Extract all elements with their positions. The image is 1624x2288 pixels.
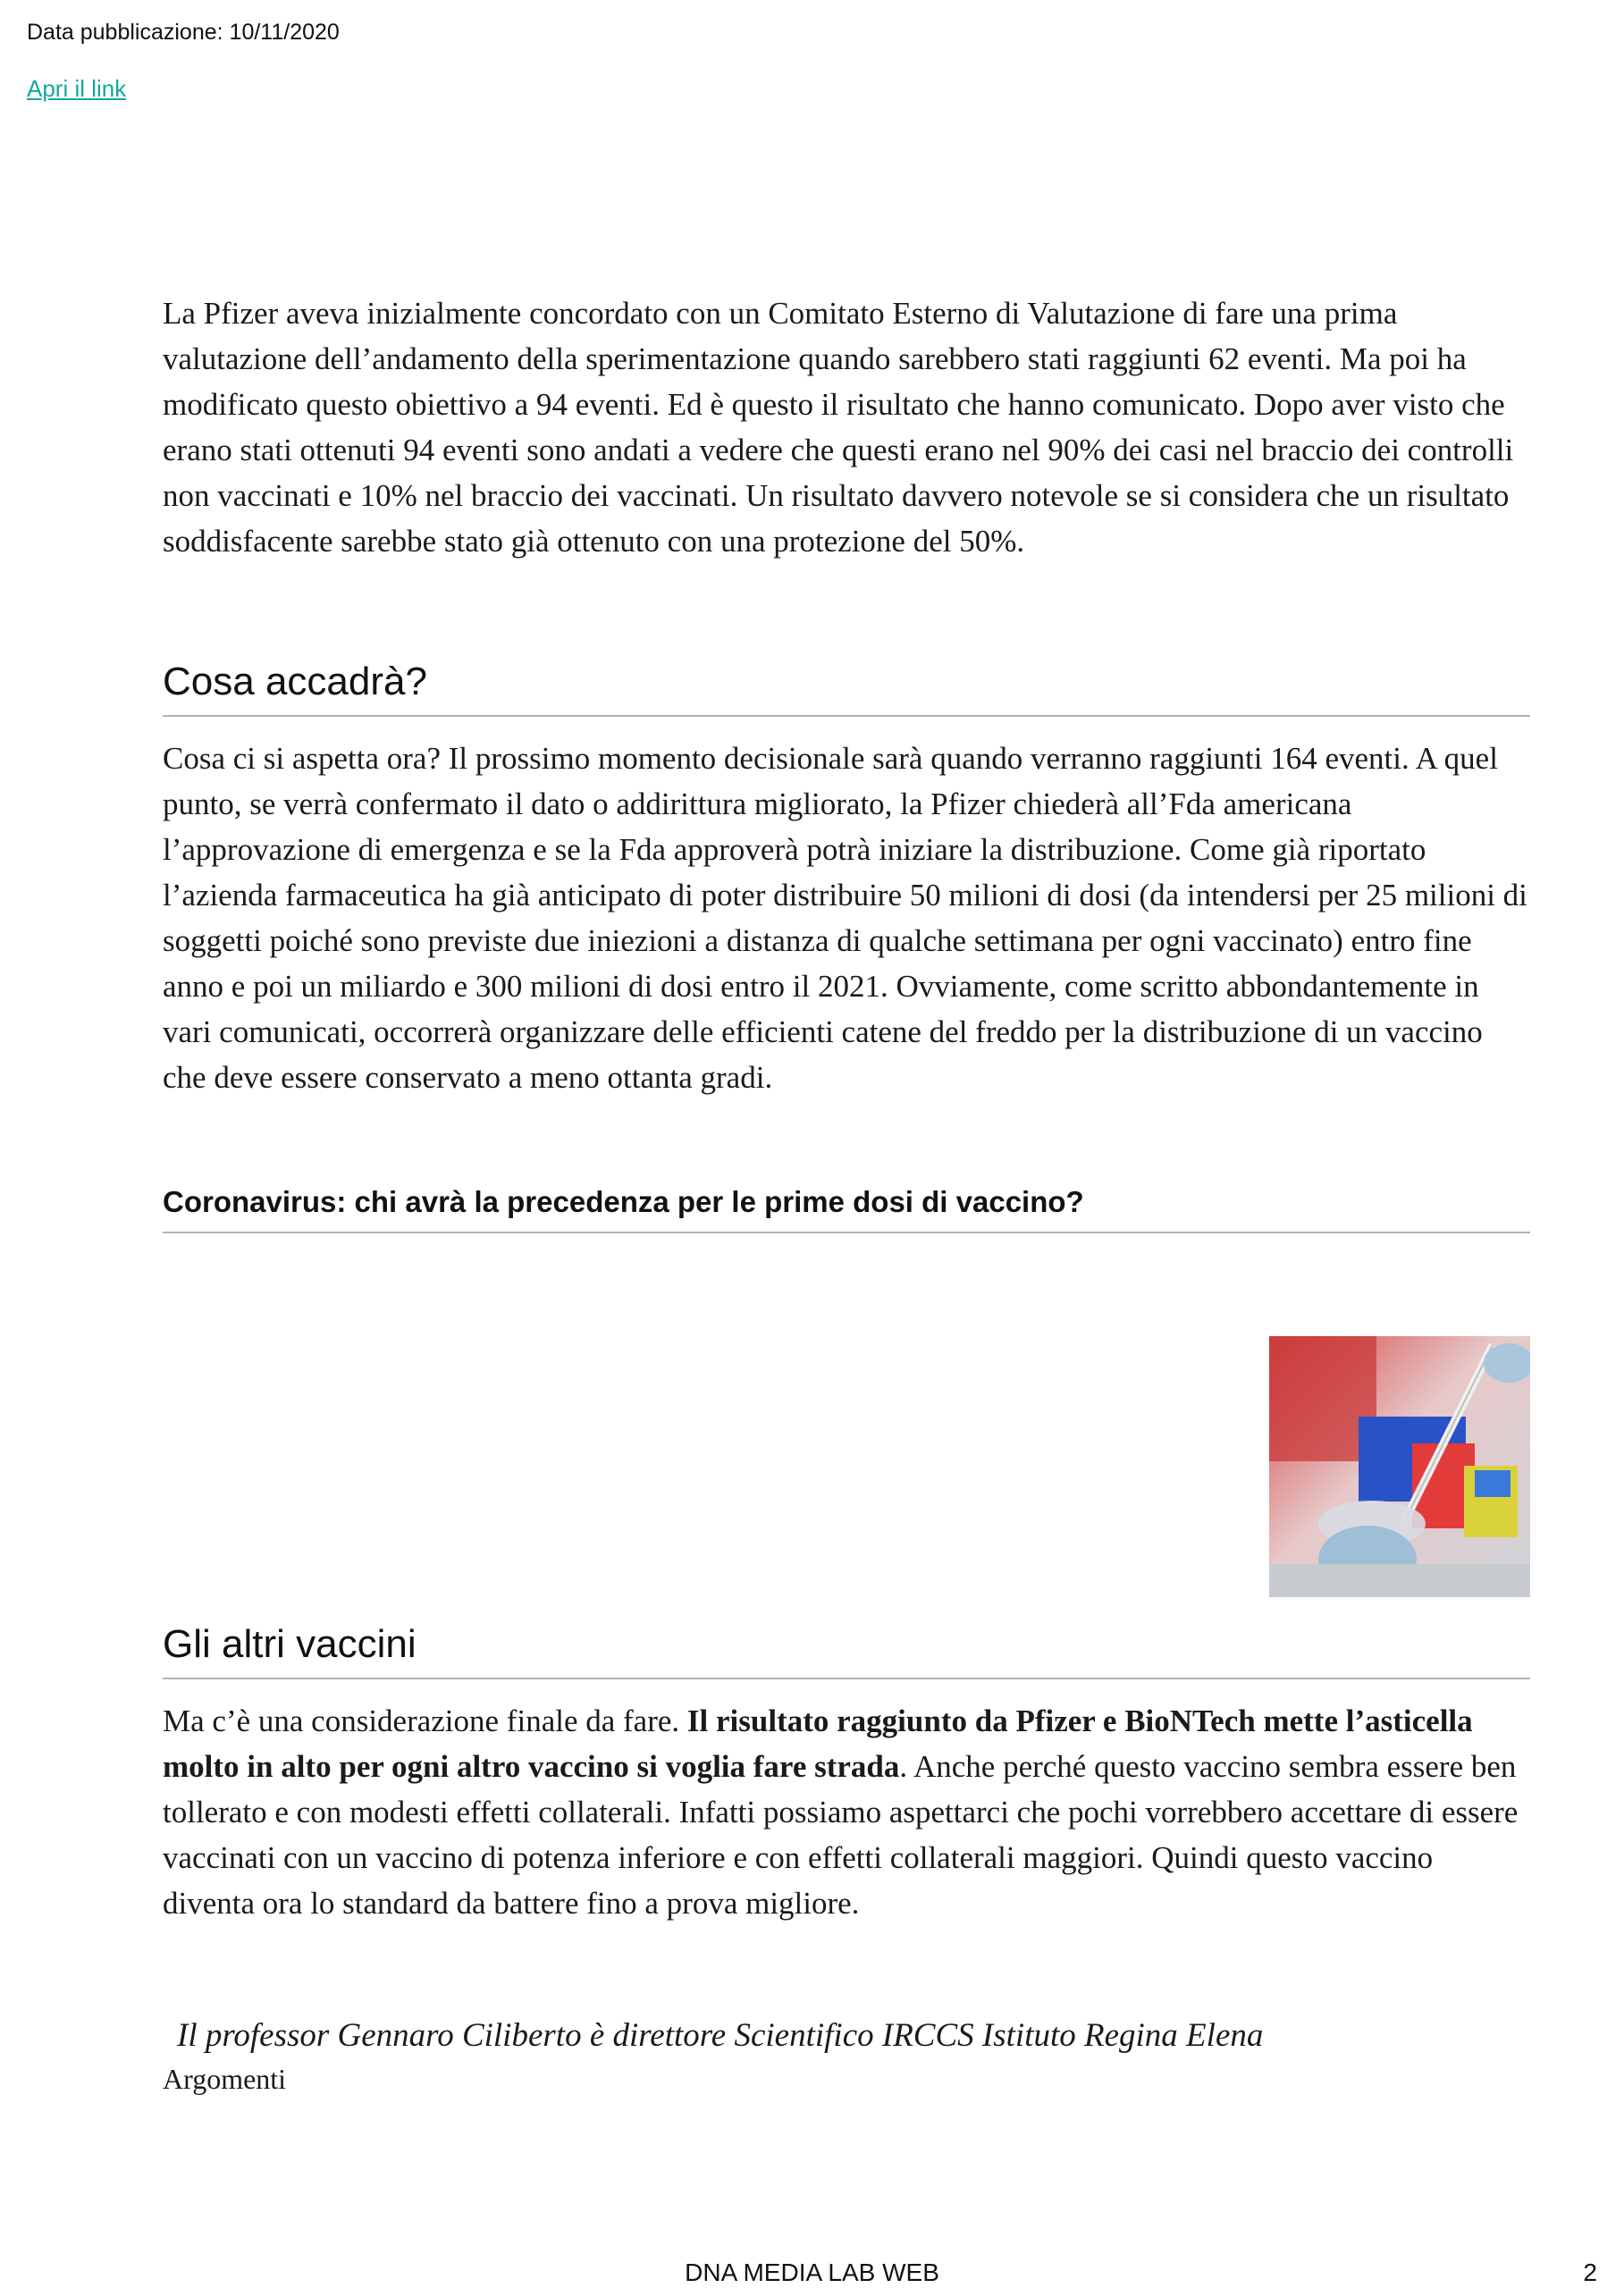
lab-photo-illustration [1269,1336,1530,1597]
article-paragraph-1: La Pfizer aveva inizialmente concordato con un Comitato Esterno di Valutazione di fare una prima valutazione dell’andamento della sperimentazione quando sarebbero stati raggiunti 62 eventi. Ma poi ha modificato questo obiettivo a 94 eventi. Ed è questo il risultato che hanno comunicato. Dopo aver visto che erano stati ottenuti 94 eventi sono andati a vedere che questi erano nel 90% dei casi nel braccio dei controlli non vaccinati e 10% nel braccio dei vaccinati. Un risultato davvero notevole se si considera che un risultato soddisfacente sarebbe stato già ottenuto con una protezione del 50%. [163,296,1514,559]
lab-vaccine-thumbnail[interactable] [1269,1336,1530,1597]
article-paragraph-2: Cosa ci si aspetta ora? Il prossimo momento decisionale sarà quando verranno raggiunti 164 eventi. A quel punto, se verrà confermato il dato o addirittura migliorato, la Pfizer chiederà all’Fda americana l’approvazione di emergenza e se la Fda approverà potrà iniziare la distribuzione. Come già riportato l’azienda farmaceutica ha già anticipato di poter distribuire 50 milioni di dosi (da intendersi per 25 milioni di soggetti poiché sono previste due iniezioni a distanza di qualche settimana per ogni vaccinato) entro fine anno e poi un miliardo e 300 milioni di dosi entro il 2021. Ovviamente, come scritto abbondantemente in vari comunicati, occorrerà organizzare delle efficienti catene del freddo per la distribuzione di un vaccino che deve essere conservato a meno ottanta gradi. [163,741,1527,1095]
section-heading-altri-vaccini: Gli altri vaccini [163,1622,1530,1679]
footer-publisher: DNA MEDIA LAB WEB [685,2259,939,2286]
topics-label: Argomenti [163,2063,287,2095]
article-paragraph-3 [163,1698,1530,1926]
article-body-middle [163,736,1530,1100]
paragraph-3-intro: Ma c’è una considerazione finale da fare. [163,1703,687,1738]
publication-date: Data pubblicazione: 10/11/2020 [27,20,340,45]
related-article-link[interactable]: Coronavirus: chi avrà la precedenza per le prime dosi di vaccino? [163,1185,1530,1233]
section-heading-cosa-accadra: Cosa accadrà? [163,660,1530,717]
author-credit: Il professor Gennaro Ciliberto è direttore Scientifico IRCCS Istituto Regina Elena [177,2017,1264,2054]
article-body-bottom [163,1698,1530,1926]
paragraph-3-rest: . Anche perché questo vaccino sembra essere ben tollerato e con modesti effetti collaterali. Infatti possiamo aspettarci che pochi vorrebbero accettare di essere vaccinati con un vaccino di potenza inferiore e con effetti collaterali maggiori. Quindi questo vaccino diventa ora lo standard da battere fino a prova migliore. [163,1749,1519,1921]
page-number: 2 [1583,2259,1597,2286]
paragraph-3-highlight: Il risultato raggiunto da Pfizer e BioNTech mette l’asticella molto in alto per ogni altro vaccino si voglia fare strada [163,1703,1473,1784]
open-link[interactable]: Apri il link [27,75,127,102]
article-body-top [163,290,1530,564]
